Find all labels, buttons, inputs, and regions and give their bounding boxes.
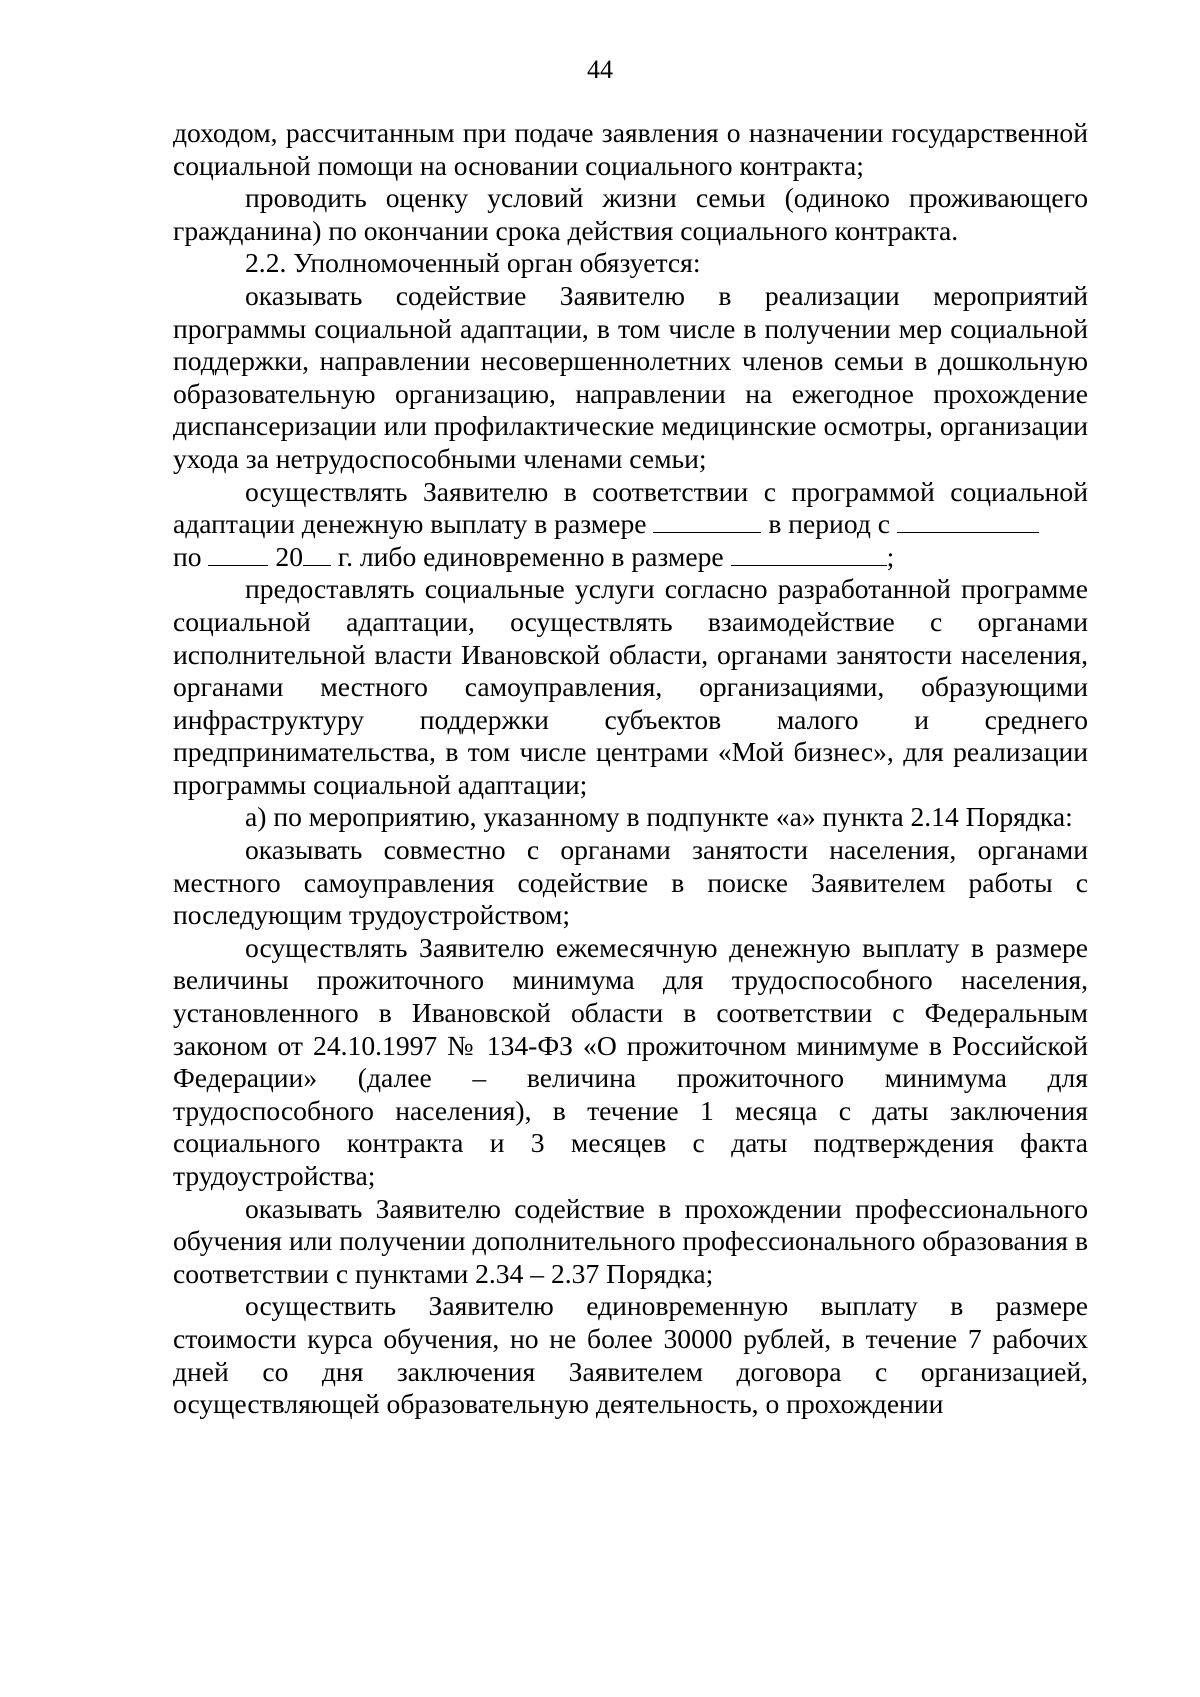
paragraph-payment — [173, 476, 1088, 574]
paragraph-lump-sum-payment: осуществить Заявителю единовременную выплату в размере стоимости курса обучения, но не более 30000 рублей, в течение 7 рабочих дней со дня заключения Заявителем договора с организацией, осуществляющей образовательную деятельность, о прохождении — [173, 1290, 1088, 1420]
page-number: 44 — [587, 55, 613, 84]
paragraph-assistance: оказывать содействие Заявителю в реализации мероприятий программы социальной адаптации, в том числе в получении мер социальной поддержки, направлении несовершеннолетних членов семьи в дошкольную образовательную организацию, направлении на ежегодное прохождение диспансеризации или профилактические медицинские осмотры, организации ухода за нетрудоспособными членами семьи; — [173, 279, 1088, 474]
payment-second-line — [173, 541, 1088, 574]
paragraph-subpoint-a: а) по мероприятию, указанному в подпункте «а» пункта 2.14 Порядка: — [245, 801, 1073, 833]
paragraph-income: доходом, рассчитанным при подаче заявления о назначении государственной социальной помощи на основании социального контракта; — [173, 117, 1088, 181]
paragraph-monthly-payment: осуществлять Заявителю ежемесячную денежную выплату в размере величины прожиточного минимума для трудоспособного населения, установленного в Ивановской области в соответствии с Федеральным законом от 24.10.1997 № 134-ФЗ «О прожиточном минимуме в Российской Федерации» (далее – величина прожиточного минимума для трудоспособного населения), в течение 1 месяца с даты заключения социального контракта и 3 месяцев с даты подтверждения факта трудоустройства; — [173, 931, 1088, 1191]
payment-amount-blank — [653, 510, 761, 533]
payment-text-5: г. либо единовременно в размере — [337, 540, 724, 572]
payment-text-1: осуществлять Заявителю в соответствии с программой социальной адаптации денежную выплату в размере — [173, 475, 1088, 540]
paragraph-social-services: предоставлять социальные услуги согласно разработанной программе социальной адаптации, осуществлять взаимодействие с органами исполнительной власти Ивановской области, органами занятости населения, органами местного самоуправления, организациями, образующими инфраструктуру поддержки субъектов малого и среднего предпринимательства, в том числе центрами «Мой бизнес», для реализации программы социальной адаптации; — [173, 573, 1088, 800]
payment-text-6: ; — [886, 540, 895, 572]
period-end-blank — [208, 543, 268, 566]
paragraph-training: оказывать Заявителю содействие в прохождении профессионального обучения или получении дополнительного профессионального образования в соответствии с пунктами 2.34 – 2.37 Порядка; — [173, 1192, 1088, 1289]
period-start-blank — [897, 510, 1039, 533]
payment-text-4: 20 — [275, 540, 303, 572]
payment-text-2: в период с — [768, 508, 891, 540]
paragraph-living-conditions: проводить оценку условий жизни семьи (одиноко проживающего гражданина) по окончании срока действия социального контракта. — [173, 182, 1088, 246]
payment-text-3: по — [173, 540, 202, 572]
paragraph-authority-obligations: 2.2. Уполномоченный орган обязуется: — [245, 247, 701, 279]
paragraph-job-search: оказывать совместно с органами занятости населения, органами местного самоуправления содействие в поиске Заявителем работы с последующим трудоустройством; — [173, 834, 1088, 931]
lump-sum-blank — [731, 543, 887, 566]
document-body — [173, 117, 1088, 1421]
year-blank — [303, 543, 331, 566]
